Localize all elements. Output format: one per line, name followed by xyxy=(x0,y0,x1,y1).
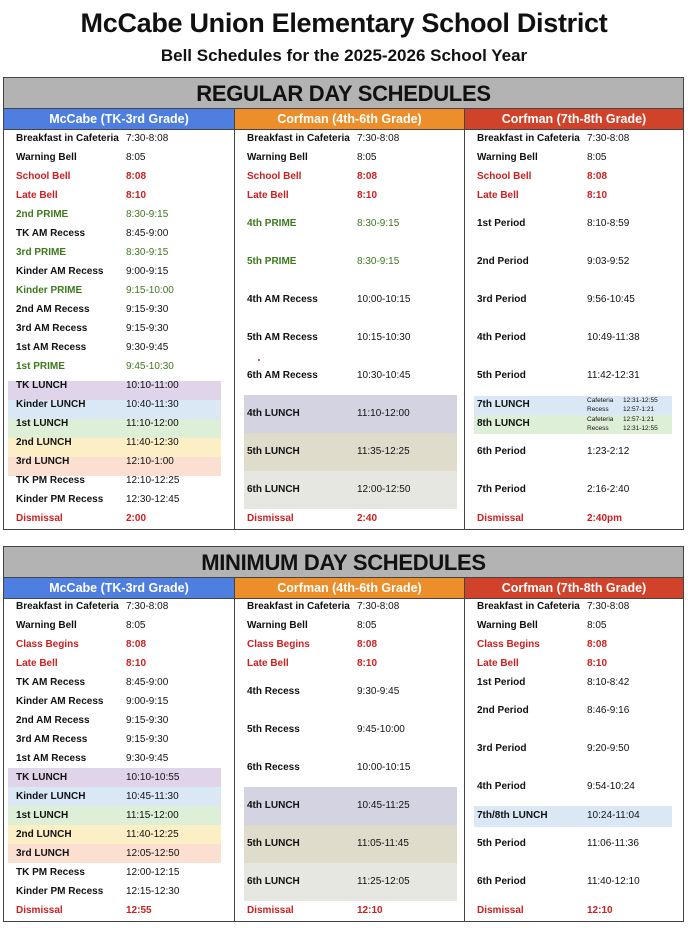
regular-schedule-row xyxy=(4,513,234,527)
regular-schedule-row xyxy=(235,370,464,384)
period-time: 12:10 xyxy=(357,905,383,916)
regular-schedule-row xyxy=(235,171,464,185)
regular-schedule-row xyxy=(8,457,221,476)
period-time: 9:03-9:52 xyxy=(587,256,630,267)
period-name: Breakfast in Cafeteria xyxy=(477,601,580,612)
period-name: 1st LUNCH xyxy=(16,418,69,429)
period-name: 1st PRIME xyxy=(16,361,65,372)
period-time: 12:10-12:25 xyxy=(126,475,180,486)
period-name: Breakfast in Cafeteria xyxy=(477,133,580,144)
period-time: 11:40-12:30 xyxy=(126,437,179,448)
period-name: 4th LUNCH xyxy=(247,408,300,419)
period-name: 5th PRIME xyxy=(247,256,297,267)
period-name: Kinder PRIME xyxy=(16,285,83,296)
minimum-schedule-row xyxy=(235,762,464,776)
period-time: 9:45-10:30 xyxy=(126,361,174,372)
minimum-schedule-row xyxy=(4,696,234,710)
period-name: Kinder PM Recess xyxy=(16,886,104,897)
regular-schedule-row xyxy=(4,266,234,280)
regular-schedule-row xyxy=(465,513,683,527)
period-time: 10:10-11:00 xyxy=(126,380,179,391)
period-time: 8:08 xyxy=(357,171,378,182)
period-time: 10:00-10:15 xyxy=(357,294,411,305)
regular-schedule-row xyxy=(4,190,234,204)
regular-schedule-row xyxy=(465,256,683,270)
minimum-schedule-row xyxy=(8,844,221,863)
period-time: 8:08 xyxy=(587,639,608,650)
regular-corfman-4-6-column xyxy=(235,130,465,530)
period-name: Warning Bell xyxy=(16,620,77,631)
minimum-day-heading: MINIMUM DAY SCHEDULES xyxy=(4,547,683,578)
period-name: Late Bell xyxy=(16,190,58,201)
minimum-schedule-row xyxy=(465,838,683,852)
period-time: 8:10 xyxy=(126,658,147,669)
period-time: 8:46-9:16 xyxy=(587,705,630,716)
minimum-mccabe-column xyxy=(4,599,235,922)
period-name: 1st AM Recess xyxy=(16,753,87,764)
period-name: Warning Bell xyxy=(477,152,538,163)
period-name: Late Bell xyxy=(247,190,289,201)
period-name: Class Begins xyxy=(477,639,540,650)
period-name: Breakfast in Cafeteria xyxy=(247,601,350,612)
regular-schedule-row xyxy=(235,218,464,232)
period-time: 10:45-11:25 xyxy=(357,800,410,811)
period-time: 1:23-2:12 xyxy=(587,446,630,457)
minimum-schedule-row xyxy=(465,781,683,795)
period-name: 5th Period xyxy=(477,838,526,849)
period-time: 12:10 xyxy=(587,905,613,916)
regular-schedule-row xyxy=(235,513,464,527)
minimum-corfman-7-8-header: Corfman (7th-8th Grade) xyxy=(465,578,683,598)
regular-schedule-row xyxy=(465,218,683,232)
period-name: Warning Bell xyxy=(247,620,308,631)
period-name: 2nd Period xyxy=(477,256,529,267)
period-name: Breakfast in Cafeteria xyxy=(247,133,350,144)
period-name: 5th LUNCH xyxy=(247,446,300,457)
period-name: 4th AM Recess xyxy=(247,294,318,305)
regular-schedule-row xyxy=(235,332,464,346)
period-time: 11:10-12:00 xyxy=(126,418,179,429)
period-time: 10:45-11:30 xyxy=(126,791,179,802)
period-name: Dismissal xyxy=(477,513,524,524)
regular-schedule-row xyxy=(8,419,221,438)
regular-schedule-row xyxy=(8,400,221,419)
period-time: 8:05 xyxy=(587,620,607,631)
minimum-schedule-row xyxy=(4,601,234,615)
regular-schedule-row xyxy=(244,471,457,509)
period-time: 8:10 xyxy=(587,658,608,669)
period-time: 8:08 xyxy=(357,639,378,650)
period-time: 7:30-8:08 xyxy=(126,133,169,144)
regular-schedule-row xyxy=(4,152,234,166)
period-name: 6th AM Recess xyxy=(247,370,318,381)
regular-schedule-row xyxy=(4,209,234,223)
period-time: 10:15-10:30 xyxy=(357,332,411,343)
period-name: Kinder AM Recess xyxy=(16,696,104,707)
minimum-schedule-row xyxy=(4,753,234,767)
period-time: 8:10 xyxy=(357,190,378,201)
period-name: 2nd Period xyxy=(477,705,529,716)
period-time: 8:10-8:59 xyxy=(587,218,630,229)
minimum-schedule-row xyxy=(4,867,234,881)
minimum-schedule-row xyxy=(465,658,683,672)
minimum-day-section xyxy=(3,546,684,922)
period-time: 11:10-12:00 xyxy=(357,408,410,419)
period-time: 9:15-9:30 xyxy=(126,304,169,315)
minimum-schedule-row xyxy=(4,620,234,634)
regular-schedule-row xyxy=(235,152,464,166)
minimum-schedule-row xyxy=(8,806,221,825)
period-time: 12:00-12:15 xyxy=(126,867,180,878)
period-time: 8:05 xyxy=(587,152,607,163)
period-name: TK PM Recess xyxy=(16,867,85,878)
regular-schedule-row xyxy=(4,133,234,147)
regular-schedule-row xyxy=(235,294,464,308)
minimum-schedule-row xyxy=(465,639,683,653)
period-name: 2nd LUNCH xyxy=(16,437,72,448)
minimum-schedule-row xyxy=(235,658,464,672)
period-time: 2:16-2:40 xyxy=(587,484,630,495)
minimum-schedule-row xyxy=(244,787,457,825)
period-name: 4th Period xyxy=(477,332,526,343)
regular-schedule-row xyxy=(4,342,234,356)
period-name: TK LUNCH xyxy=(16,772,68,783)
period-time: 8:45-9:00 xyxy=(126,228,169,239)
period-name: Late Bell xyxy=(247,658,289,669)
minimum-schedule-row xyxy=(8,787,221,806)
period-name: 5th Period xyxy=(477,370,526,381)
period-name: Kinder PM Recess xyxy=(16,494,104,505)
period-time: 12:00-12:50 xyxy=(357,484,411,495)
minimum-corfman-7-8-column xyxy=(465,599,683,922)
regular-corfman-7-8-column xyxy=(465,130,683,530)
period-time: 2:40 xyxy=(357,513,378,524)
period-name: 2nd AM Recess xyxy=(16,304,90,315)
minimum-corfman-4-6-header: Corfman (4th-6th Grade) xyxy=(235,578,465,598)
lunch-split-detail xyxy=(587,416,654,424)
period-name: School Bell xyxy=(247,171,302,182)
minimum-schedule-row xyxy=(465,876,683,890)
period-time: 10:00-10:15 xyxy=(357,762,411,773)
regular-schedule-row xyxy=(235,256,464,270)
period-time: 11:35-12:25 xyxy=(357,446,410,457)
minimum-schedule-row xyxy=(235,686,464,700)
period-name: School Bell xyxy=(477,171,532,182)
page-subtitle: Bell Schedules for the 2025-2026 School Year xyxy=(160,46,528,65)
period-time: 12:15-12:30 xyxy=(126,886,180,897)
regular-schedule-row xyxy=(465,171,683,185)
period-name: 6th Recess xyxy=(247,762,300,773)
period-name: Warning Bell xyxy=(247,152,308,163)
period-time: 9:15-10:00 xyxy=(126,285,174,296)
period-time: 7:30-8:08 xyxy=(587,601,630,612)
minimum-schedule-row xyxy=(235,620,464,634)
period-name: 1st Period xyxy=(477,218,526,229)
period-name: Dismissal xyxy=(16,905,63,916)
lunch-split-time: 12:31-12:55 xyxy=(623,397,658,404)
period-name: Late Bell xyxy=(16,658,58,669)
period-time: 9:30-9:45 xyxy=(126,342,169,353)
period-time: 9:20-9:50 xyxy=(587,743,630,754)
period-time: 8:30-9:15 xyxy=(126,209,169,220)
period-name: 5th AM Recess xyxy=(247,332,318,343)
period-time: 10:30-10:45 xyxy=(357,370,411,381)
period-time: 8:05 xyxy=(357,620,377,631)
lunch-split-label: Cafeteria xyxy=(587,416,614,423)
period-name: 1st Period xyxy=(477,677,526,688)
regular-schedule-row xyxy=(4,171,234,185)
regular-corfman-7-8-header: Corfman (7th-8th Grade) xyxy=(465,109,683,129)
period-name: Class Begins xyxy=(16,639,79,650)
period-time: 8:10-8:42 xyxy=(587,677,630,688)
regular-schedule-row xyxy=(465,133,683,147)
period-name: 3rd LUNCH xyxy=(16,456,70,467)
regular-schedule-row xyxy=(4,247,234,261)
lunch-split-detail xyxy=(587,425,658,433)
period-name: Late Bell xyxy=(477,658,519,669)
regular-schedule-row xyxy=(4,304,234,318)
minimum-schedule-row xyxy=(465,620,683,634)
minimum-schedule-row xyxy=(4,658,234,672)
regular-mccabe-header: McCabe (TK-3rd Grade) xyxy=(4,109,235,129)
period-time: 7:30-8:08 xyxy=(357,601,400,612)
regular-schedule-row xyxy=(4,323,234,337)
regular-schedule-row xyxy=(8,438,221,457)
period-time: 8:05 xyxy=(126,620,146,631)
regular-schedule-row xyxy=(465,446,683,460)
period-name: TK LUNCH xyxy=(16,380,68,391)
minimum-schedule-row xyxy=(4,677,234,691)
period-time: 7:30-8:08 xyxy=(587,133,630,144)
period-name: 4th PRIME xyxy=(247,218,297,229)
minimum-column-headers xyxy=(4,578,683,599)
period-time: 9:30-9:45 xyxy=(126,753,169,764)
period-name: Dismissal xyxy=(247,905,294,916)
period-time: 8:45-9:00 xyxy=(126,677,169,688)
period-time: 11:05-11:45 xyxy=(357,838,409,849)
period-name: Breakfast in Cafeteria xyxy=(16,133,119,144)
period-name: Kinder AM Recess xyxy=(16,266,104,277)
regular-schedule-body xyxy=(4,130,683,530)
period-name: School Bell xyxy=(16,171,71,182)
period-time: 8:08 xyxy=(126,171,147,182)
period-name: 8th LUNCH xyxy=(477,418,530,429)
period-name: 2nd PRIME xyxy=(16,209,69,220)
period-time: 8:10 xyxy=(126,190,147,201)
period-name: TK AM Recess xyxy=(16,228,86,239)
period-time: 12:10-1:00 xyxy=(126,456,174,467)
minimum-schedule-row xyxy=(244,863,457,901)
lunch-split-time: 12:57-1:21 xyxy=(623,406,655,413)
regular-schedule-row xyxy=(4,361,234,375)
minimum-schedule-row xyxy=(235,905,464,919)
minimum-schedule-row xyxy=(4,734,234,748)
period-name: Late Bell xyxy=(477,190,519,201)
regular-schedule-row xyxy=(244,433,457,471)
period-name: 3rd AM Recess xyxy=(16,734,88,745)
period-name: 3rd LUNCH xyxy=(16,848,70,859)
minimum-schedule-row xyxy=(465,677,683,691)
period-name: Dismissal xyxy=(247,513,294,524)
period-time: 9:56-10:45 xyxy=(587,294,635,305)
period-time: 9:15-9:30 xyxy=(126,715,169,726)
period-name: Warning Bell xyxy=(477,620,538,631)
period-time: 10:49-11:38 xyxy=(587,332,640,343)
period-name: TK PM Recess xyxy=(16,475,85,486)
period-time: 2:40pm xyxy=(587,513,623,524)
regular-corfman-4-6-header: Corfman (4th-6th Grade) xyxy=(235,109,465,129)
period-name: 6th Period xyxy=(477,446,526,457)
minimum-schedule-row xyxy=(4,905,234,919)
period-name: TK AM Recess xyxy=(16,677,86,688)
minimum-schedule-row xyxy=(4,639,234,653)
period-name: 5th Recess xyxy=(247,724,300,735)
period-time: 11:42-12:31 xyxy=(587,370,640,381)
regular-schedule-row xyxy=(465,370,683,384)
period-time: 10:24-11:04 xyxy=(587,810,640,821)
lunch-split-time: 12:57-1:21 xyxy=(623,416,655,423)
regular-schedule-row xyxy=(4,494,234,508)
period-name: 6th Period xyxy=(477,876,526,887)
minimum-schedule-row xyxy=(8,825,221,844)
regular-schedule-row xyxy=(465,484,683,498)
period-time: 11:06-11:36 xyxy=(587,838,639,849)
period-time: 11:15-12:00 xyxy=(126,810,179,821)
period-name: 3rd AM Recess xyxy=(16,323,88,334)
period-name: Dismissal xyxy=(16,513,63,524)
regular-schedule-row xyxy=(4,285,234,299)
period-time: 7:30-8:08 xyxy=(357,133,400,144)
period-time: 12:55 xyxy=(126,905,152,916)
regular-day-heading: REGULAR DAY SCHEDULES xyxy=(4,78,683,109)
period-time: 8:10 xyxy=(587,190,608,201)
minimum-schedule-row xyxy=(465,743,683,757)
minimum-schedule-row xyxy=(465,905,683,919)
regular-schedule-row xyxy=(465,190,683,204)
minimum-schedule-row xyxy=(235,639,464,653)
minimum-schedule-body xyxy=(4,599,683,922)
minimum-schedule-row xyxy=(4,886,234,900)
period-time: 8:05 xyxy=(126,152,146,163)
period-time: 9:00-9:15 xyxy=(126,696,169,707)
page-title: McCabe Union Elementary School District xyxy=(80,8,608,38)
regular-schedule-row xyxy=(235,133,464,147)
minimum-corfman-4-6-column xyxy=(235,599,465,922)
period-time: 12:05-12:50 xyxy=(126,848,180,859)
minimum-schedule-row xyxy=(235,601,464,615)
period-time: 11:40-12:25 xyxy=(126,829,179,840)
period-time: 11:25-12:05 xyxy=(357,876,410,887)
regular-schedule-row xyxy=(235,190,464,204)
period-name: 4th LUNCH xyxy=(247,800,300,811)
period-name: Class Begins xyxy=(247,639,310,650)
period-time: 11:40-12:10 xyxy=(587,876,640,887)
period-time: 8:05 xyxy=(357,152,377,163)
period-time: 10:40-11:30 xyxy=(126,399,179,410)
minimum-schedule-row xyxy=(4,715,234,729)
period-name: Dismissal xyxy=(477,905,524,916)
period-time: 9:30-9:45 xyxy=(357,686,400,697)
regular-schedule-row xyxy=(465,152,683,166)
period-time: 8:08 xyxy=(587,171,608,182)
lunch-split-time: 12:31-12:55 xyxy=(623,425,658,432)
period-name: 2nd AM Recess xyxy=(16,715,90,726)
regular-schedule-row xyxy=(465,294,683,308)
period-time: 8:08 xyxy=(126,639,147,650)
regular-schedule-row xyxy=(4,228,234,242)
period-name: 6th LUNCH xyxy=(247,484,300,495)
period-time: 9:00-9:15 xyxy=(126,266,169,277)
period-time: 9:45-10:00 xyxy=(357,724,405,735)
period-time: 9:15-9:30 xyxy=(126,734,169,745)
regular-schedule-row xyxy=(465,332,683,346)
regular-column-headers xyxy=(4,109,683,130)
lunch-split-detail xyxy=(587,397,658,405)
period-name: 1st LUNCH xyxy=(16,810,69,821)
period-name: 4th Period xyxy=(477,781,526,792)
period-time: 9:54-10:24 xyxy=(587,781,635,792)
minimum-schedule-row xyxy=(474,806,672,827)
lunch-split-label: Recess xyxy=(587,425,609,432)
regular-schedule-row xyxy=(4,475,234,489)
period-time: 2:00 xyxy=(126,513,147,524)
period-name: Kinder LUNCH xyxy=(16,399,86,410)
lunch-split-label: Cafeteria xyxy=(587,397,614,404)
period-name: 4th Recess xyxy=(247,686,300,697)
period-name: 7th/8th LUNCH xyxy=(477,810,548,821)
minimum-schedule-row xyxy=(465,705,683,719)
period-name: 1st AM Recess xyxy=(16,342,87,353)
regular-schedule-row xyxy=(8,381,221,400)
minimum-schedule-row xyxy=(8,768,221,787)
period-time: 8:30-9:15 xyxy=(357,256,400,267)
minimum-schedule-row xyxy=(244,825,457,863)
period-name: Kinder LUNCH xyxy=(16,791,86,802)
period-name: 3rd Period xyxy=(477,294,527,305)
period-name: Breakfast in Cafeteria xyxy=(16,601,119,612)
regular-mccabe-column xyxy=(4,130,235,530)
period-name: 7th Period xyxy=(477,484,526,495)
period-name: Warning Bell xyxy=(16,152,77,163)
period-time: 8:30-9:15 xyxy=(357,218,400,229)
period-time: 8:10 xyxy=(357,658,378,669)
period-name: 6th LUNCH xyxy=(247,876,300,887)
period-time: 10:10-10:55 xyxy=(126,772,180,783)
period-name: 5th LUNCH xyxy=(247,838,300,849)
stray-mark xyxy=(258,359,260,361)
minimum-mccabe-header: McCabe (TK-3rd Grade) xyxy=(4,578,235,598)
period-name: 3rd Period xyxy=(477,743,527,754)
regular-day-section xyxy=(3,77,684,530)
period-time: 12:30-12:45 xyxy=(126,494,180,505)
period-name: 2nd LUNCH xyxy=(16,829,72,840)
period-time: 7:30-8:08 xyxy=(126,601,169,612)
minimum-schedule-row xyxy=(465,601,683,615)
period-time: 8:30-9:15 xyxy=(126,247,169,258)
regular-schedule-row xyxy=(244,395,457,433)
period-time: 9:15-9:30 xyxy=(126,323,169,334)
period-name: 3rd PRIME xyxy=(16,247,67,258)
lunch-split-detail xyxy=(587,406,654,414)
lunch-split-label: Recess xyxy=(587,406,609,413)
minimum-schedule-row xyxy=(235,724,464,738)
period-name: 7th LUNCH xyxy=(477,399,530,410)
